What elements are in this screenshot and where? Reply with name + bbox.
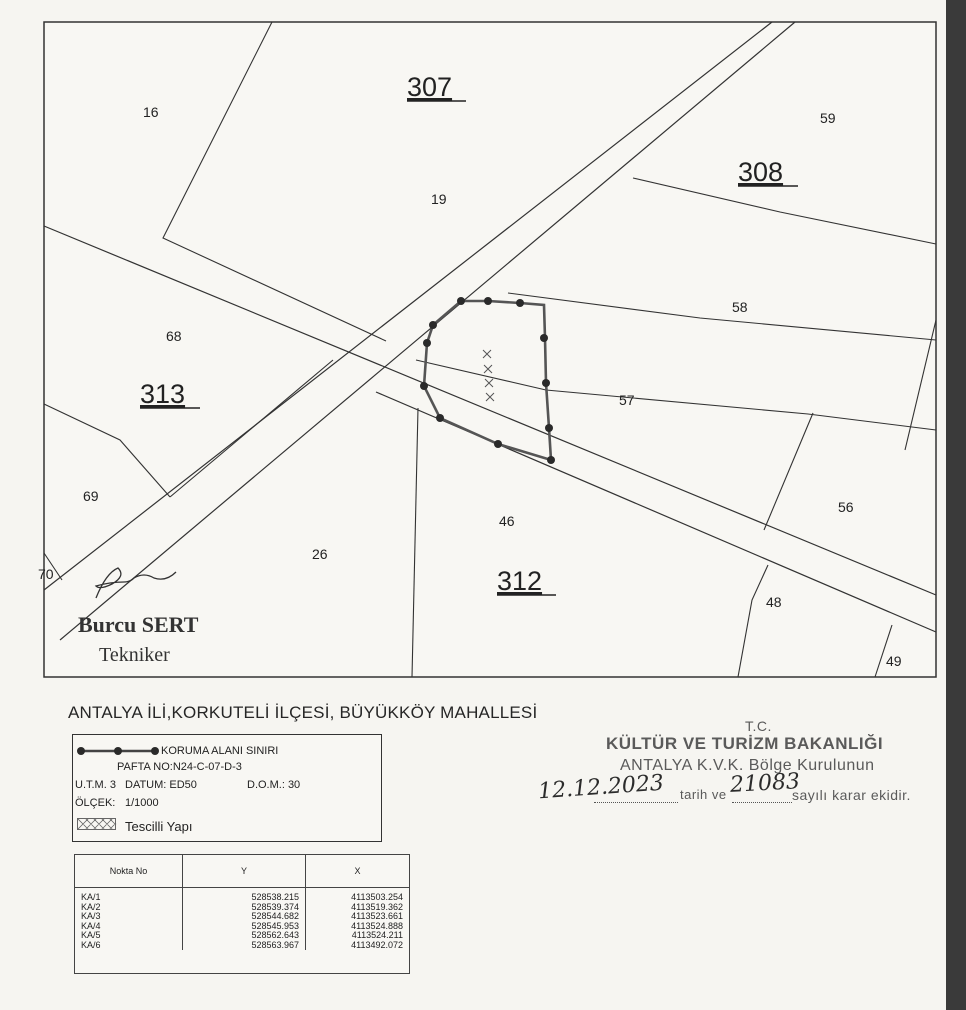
cell-x: 4113519.362 <box>351 901 403 912</box>
legend-scale-value: 1/1000 <box>125 797 159 809</box>
legend-scale-label: ÖLÇEK: <box>75 797 116 809</box>
parcel-26-label: 26 <box>312 546 328 562</box>
parcel-16-label: 16 <box>143 104 159 120</box>
cell-y: 528544.682 <box>183 912 306 922</box>
cell-y: 528539.374 <box>183 903 306 913</box>
legend-pafta: PAFTA NO:N24-C-07-D-3 <box>117 761 242 773</box>
col-header-nokta: Nokta No <box>75 855 183 888</box>
signature-role: Tekniker <box>99 644 170 666</box>
parcel-59-label: 59 <box>820 110 836 126</box>
parcel-68-label: 68 <box>166 328 182 344</box>
cell-no: KA/2 <box>75 903 183 913</box>
cell-no: KA/1 <box>75 888 183 903</box>
cell-x: 4113523.661 <box>351 911 403 921</box>
table-row <box>75 941 409 951</box>
registered-legend-symbol <box>77 818 117 830</box>
scan-edge-bar <box>946 0 966 1010</box>
legend-utm: U.T.M. 3 <box>75 779 116 791</box>
cell-y: 528538.215 <box>183 888 306 903</box>
cell-no: KA/4 <box>75 922 183 932</box>
cell-no: KA/6 <box>75 941 183 951</box>
boundary-legend-symbol <box>77 745 161 757</box>
parcel-69-label: 69 <box>83 488 99 504</box>
cell-x: 4113524.888 <box>351 920 403 931</box>
stamp-board: ANTALYA K.V.K. Bölge Kurulunun <box>620 757 875 774</box>
stamp-tc: T.C. <box>745 718 772 734</box>
parcel-49-label: 49 <box>886 653 902 669</box>
cell-x: 4113524.211 <box>351 930 403 940</box>
parcel-57-label: 57 <box>619 392 635 408</box>
parcel-19-label: 19 <box>431 191 447 207</box>
handwritten-date: 12.12.2023 <box>537 770 665 805</box>
cell-no: KA/5 <box>75 931 183 941</box>
parcel-46-label: 46 <box>499 513 515 529</box>
cell-y: 528562.643 <box>183 931 306 941</box>
legend-registered-label: Tescilli Yapı <box>125 819 193 834</box>
parcel-48-label: 48 <box>766 594 782 610</box>
handwritten-decision-no: 21083 <box>729 769 801 798</box>
block-307-label: 307 <box>407 72 453 102</box>
stamp-dotted-line-1 <box>594 802 678 803</box>
cell-y: 528563.967 <box>183 941 306 951</box>
location-title: ANTALYA İLİ,KORKUTELİ İLÇESİ, BÜYÜKKÖY MAHALLESİ <box>68 703 538 722</box>
stamp-sayili: sayılı karar ekidir. <box>792 787 911 803</box>
block-313-label: 313 <box>140 379 186 409</box>
cell-x: 4113492.072 <box>351 939 403 950</box>
block-308-label: 308 <box>738 157 784 187</box>
stamp-tarih: tarih ve <box>680 787 727 802</box>
map-frame <box>44 22 936 677</box>
coordinate-table <box>74 854 410 974</box>
legend-box <box>72 734 382 842</box>
cell-x: 4113503.254 <box>351 892 403 902</box>
parcel-56-label: 56 <box>838 499 854 515</box>
stamp-dotted-line-2 <box>732 802 792 803</box>
stamp-ministry: KÜLTÜR VE TURİZM BAKANLIĞI <box>606 734 884 753</box>
legend-datum: DATUM: ED50 <box>125 779 197 791</box>
cell-no: KA/3 <box>75 912 183 922</box>
block-312-label: 312 <box>497 566 543 596</box>
signature-name: Burcu SERT <box>78 612 199 637</box>
legend-boundary-label: KORUMA ALANI SINIRI <box>161 745 279 757</box>
table-row <box>75 888 409 903</box>
parcel-58-label: 58 <box>732 299 748 315</box>
legend-dom: D.O.M.: 30 <box>247 779 301 791</box>
col-header-x: X <box>306 855 410 888</box>
cell-y: 528545.953 <box>183 922 306 932</box>
parcel-70-label: 70 <box>38 566 54 582</box>
col-header-y: Y <box>183 855 306 888</box>
